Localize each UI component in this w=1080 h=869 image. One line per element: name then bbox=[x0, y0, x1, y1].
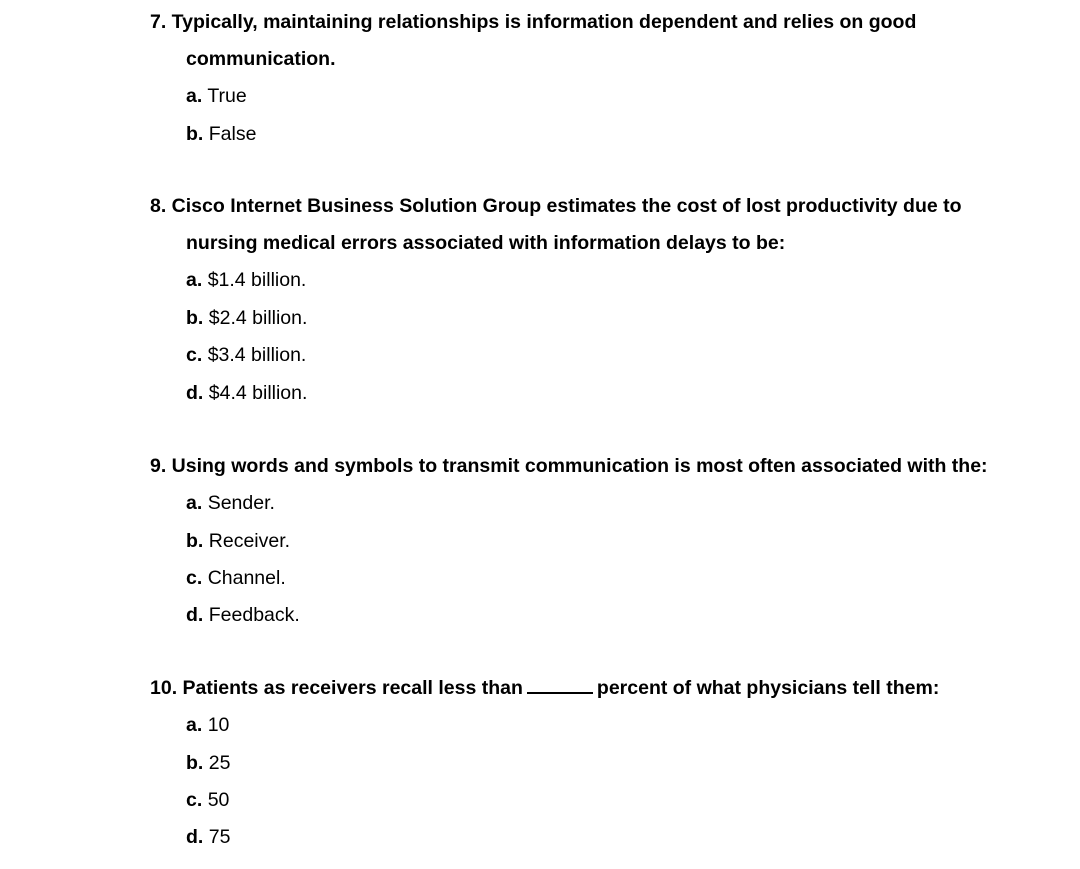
option-text: Receiver. bbox=[208, 529, 291, 552]
option-text: False bbox=[208, 122, 257, 145]
option-c bbox=[186, 337, 1050, 374]
option-letter: b. bbox=[186, 529, 204, 552]
question-7 bbox=[150, 4, 1050, 153]
option-b bbox=[186, 116, 1050, 153]
question-8-stem-line: 8. Cisco Internet Business Solution Group estimates the cost of lost productivity due to bbox=[150, 195, 962, 217]
option-d bbox=[186, 375, 1050, 412]
option-text: 25 bbox=[208, 751, 231, 774]
option-d bbox=[186, 597, 1050, 634]
question-9-options bbox=[150, 485, 1050, 635]
option-letter: c. bbox=[186, 344, 203, 367]
option-text: $3.4 billion. bbox=[207, 344, 307, 367]
answer-blank bbox=[527, 675, 593, 694]
option-letter: b. bbox=[186, 751, 204, 774]
question-8-stem bbox=[150, 188, 1050, 262]
option-letter: a. bbox=[186, 85, 203, 108]
option-letter: d. bbox=[186, 381, 204, 404]
option-letter: d. bbox=[186, 826, 204, 849]
option-text: Channel. bbox=[207, 567, 286, 590]
question-9 bbox=[150, 448, 1050, 635]
option-letter: a. bbox=[186, 714, 203, 737]
option-letter: c. bbox=[186, 789, 203, 812]
question-10-stem-line bbox=[150, 670, 1050, 707]
option-a bbox=[186, 707, 1050, 744]
option-letter: a. bbox=[186, 269, 203, 292]
option-letter: b. bbox=[186, 306, 204, 329]
option-c bbox=[186, 560, 1050, 597]
question-7-stem bbox=[150, 4, 1050, 78]
option-text: 75 bbox=[208, 826, 231, 849]
option-b bbox=[186, 745, 1050, 782]
question-8-options bbox=[150, 262, 1050, 412]
question-7-stem-line: 7. Typically, maintaining relationships is information dependent and relies on good bbox=[150, 11, 917, 33]
option-a bbox=[186, 262, 1050, 299]
question-10-stem bbox=[150, 670, 1050, 707]
option-letter: d. bbox=[186, 604, 204, 627]
option-text: $2.4 billion. bbox=[208, 306, 308, 329]
question-10-options bbox=[150, 707, 1050, 857]
question-7-options bbox=[150, 78, 1050, 153]
option-text: Feedback. bbox=[208, 604, 300, 627]
option-text: 50 bbox=[207, 789, 230, 812]
question-10 bbox=[150, 670, 1050, 857]
option-text: $1.4 billion. bbox=[207, 269, 307, 292]
option-a bbox=[186, 78, 1050, 115]
option-b bbox=[186, 300, 1050, 337]
option-d bbox=[186, 819, 1050, 856]
option-letter: a. bbox=[186, 492, 203, 515]
stem-before-blank: 10. Patients as receivers recall less than bbox=[150, 677, 523, 699]
question-9-stem-line: 9. Using words and symbols to transmit communication is most often associated with the: bbox=[150, 455, 988, 477]
option-text: True bbox=[207, 85, 247, 108]
option-text: $4.4 billion. bbox=[208, 381, 308, 404]
option-text: Sender. bbox=[207, 492, 275, 515]
question-8-stem-line: nursing medical errors associated with information delays to be: bbox=[186, 232, 786, 255]
stem-after-blank: percent of what physicians tell them: bbox=[596, 677, 940, 699]
question-8 bbox=[150, 188, 1050, 412]
option-c bbox=[186, 782, 1050, 819]
option-text: 10 bbox=[207, 714, 230, 737]
question-7-stem-line: communication. bbox=[186, 48, 336, 71]
question-9-stem bbox=[150, 448, 1050, 485]
option-b bbox=[186, 523, 1050, 560]
option-letter: c. bbox=[186, 567, 203, 590]
option-a bbox=[186, 485, 1050, 522]
option-letter: b. bbox=[186, 122, 204, 145]
